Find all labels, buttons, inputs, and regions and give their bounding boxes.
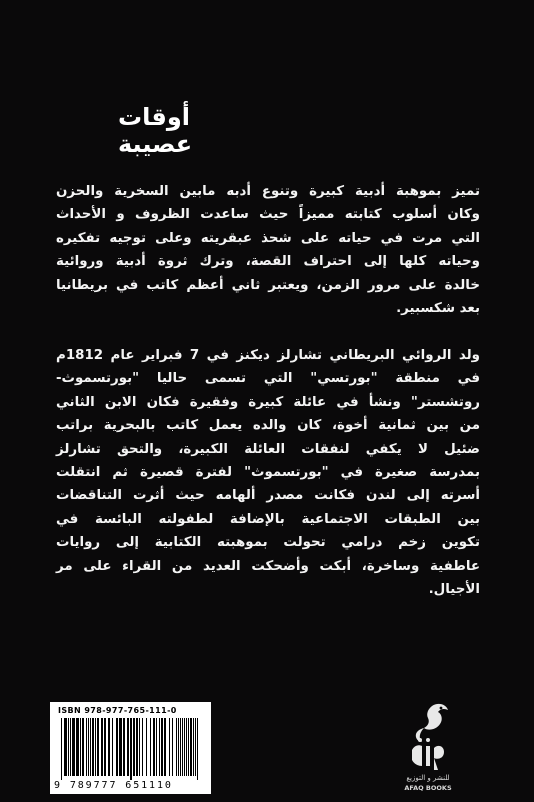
- publisher-name-en: AFAQ BOOKS: [404, 784, 452, 792]
- barcode-bar: [178, 718, 179, 776]
- barcode-bar: [61, 718, 62, 780]
- barcode-bar: [95, 718, 96, 776]
- barcode-bar: [150, 718, 151, 776]
- isbn-label: ISBN 978-977-765-111-0: [58, 706, 177, 715]
- barcode-bar: [195, 718, 196, 776]
- synopsis-line: بمدرسة صغيرة في "بورتسموث" لفترة قصيرة ثم انتقلت: [56, 465, 480, 481]
- synopsis-line: الأجيال.: [428, 582, 480, 598]
- barcode-bar: [130, 718, 132, 780]
- synopsis-line: بعد شكسبير.: [396, 301, 480, 317]
- barcode-bar: [108, 718, 110, 776]
- synopsis-paragraph-2: [56, 344, 480, 601]
- barcode-bar: [161, 718, 163, 776]
- barcode-bar: [133, 718, 135, 776]
- barcode-bar: [180, 718, 181, 776]
- barcode-bar: [92, 718, 94, 776]
- barcode-bar: [164, 718, 166, 776]
- barcode-bar: [104, 718, 106, 776]
- barcode-bar: [182, 718, 183, 776]
- synopsis-line: تميز بموهبة أدبية كبيرة وتنوع أدبه مابين السخرية والحزن: [56, 184, 480, 199]
- barcode-bar: [127, 718, 129, 776]
- barcode-bar: [153, 718, 155, 776]
- barcode-bar: [193, 718, 194, 776]
- barcode-bar: [197, 718, 198, 780]
- barcode-bar: [146, 718, 147, 776]
- barcode-bar: [64, 718, 67, 776]
- barcode-bar: [119, 718, 122, 776]
- synopsis-line: تكوين زخم درامي تحولت بموهبته الكتابية إلى روايات: [56, 535, 480, 551]
- barcode-bar: [169, 718, 170, 776]
- synopsis-line: من بين ثمانية أخوة، كان والده يعمل كاتب بالبحرية براتب: [56, 418, 480, 434]
- synopsis-line: خالدة على مرور الزمن، ويعتبر ثاني أعظم كاتب في بريطانيا: [56, 277, 480, 293]
- synopsis-line: في منطقة "بورتسي" التي تسمى حاليا "بورتسموث-: [56, 371, 480, 387]
- barcode-bar: [86, 718, 87, 776]
- barcode-bar: [172, 718, 173, 776]
- barcode-bar: [76, 718, 79, 776]
- barcode-bar: [186, 718, 187, 776]
- synopsis-line: ضئيل لا يكفي لنفقات العائلة الكبيرة، والتحق تشارلز: [56, 441, 480, 457]
- barcode-digits: 9 789777 651110: [54, 780, 210, 791]
- book-title: [118, 104, 238, 158]
- barcode-bar: [176, 718, 177, 776]
- barcode-bar: [82, 718, 84, 776]
- barcode-bars: [61, 718, 201, 780]
- barcode-bar: [188, 718, 189, 776]
- barcode-bar: [156, 718, 157, 776]
- barcode-bar: [112, 718, 113, 776]
- barcode-bar: [116, 718, 118, 776]
- synopsis-line: ولد الروائي البريطاني تشارلز ديكنز في 7 فبراير عام 1812م: [56, 348, 480, 363]
- barcode-bar: [159, 718, 160, 776]
- synopsis-line: وحياته كلها إلى احتراف القصة، وترك ثروة أدبية وروائية: [56, 254, 480, 270]
- barcode-bar: [70, 718, 71, 776]
- book-title-line-2: عصيبة: [118, 130, 193, 158]
- barcode-bar: [139, 718, 140, 776]
- synopsis-line: بين الطبقات الاجتماعية بالإضافة لطفولته البائسة في: [56, 511, 480, 527]
- barcode-bar: [90, 718, 91, 776]
- book-title-line-1: أوقات: [118, 103, 190, 131]
- barcode-bar: [123, 718, 125, 776]
- barcode-bar: [190, 718, 192, 776]
- isbn-barcode: [50, 702, 211, 794]
- synopsis-line: روتشستر" ونشأ في عائلة كبيرة وفقيرة فكان الابن الثاني: [56, 394, 480, 410]
- barcode-bar: [68, 718, 69, 776]
- synopsis-line: وكان أسلوب كتابته مميزاً حيث ساعدت الظروف و الأحداث: [56, 207, 480, 223]
- synopsis-line: التي مرت في حياته على شحذ عبقريته وعلى توجيه تفكيره: [56, 230, 480, 246]
- barcode-bar: [184, 718, 185, 776]
- barcode-bar: [72, 718, 75, 776]
- synopsis-line: عاطفية وساخرة، أبكت وأضحكت العديد من القراء على مر: [56, 558, 480, 574]
- barcode-bar: [80, 718, 81, 776]
- publisher-subtitle: للنشر و التوزيع: [406, 774, 450, 782]
- barcode-bar: [88, 718, 89, 776]
- barcode-bar: [101, 718, 103, 776]
- barcode-bar: [97, 718, 99, 776]
- barcode-bar: [142, 718, 143, 776]
- synopsis-line: أسرته إلى لندن فكانت مصدر ألهامه حيث أثرت التناقضات: [56, 488, 480, 504]
- synopsis-paragraph-1: [56, 180, 480, 320]
- barcode-bar: [136, 718, 138, 776]
